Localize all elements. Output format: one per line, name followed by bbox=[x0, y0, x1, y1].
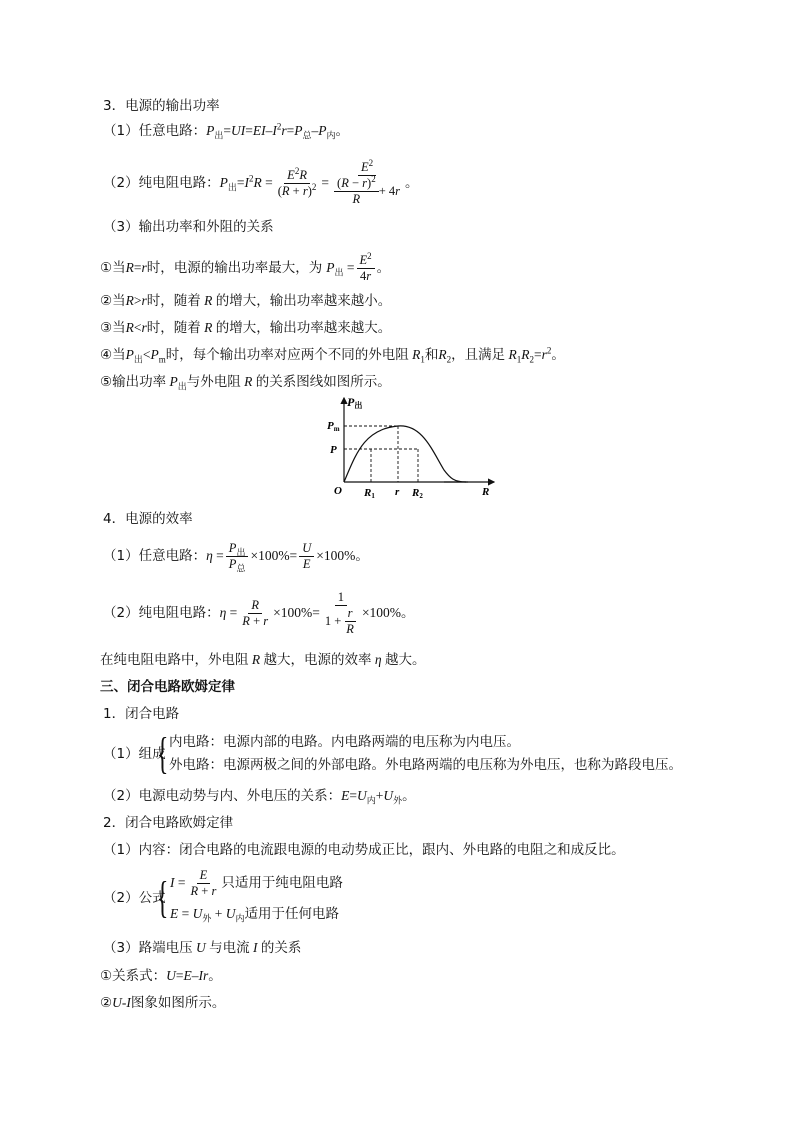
composition-label: （1）组成 bbox=[103, 746, 166, 762]
x-axis-label: R bbox=[482, 486, 490, 498]
condition-3: ③当R<r时，随着 R 的增大，输出功率越来越大。 bbox=[100, 320, 392, 336]
terminal-voltage-heading: （3）路端电压 U 与电流 I 的关系 bbox=[103, 940, 302, 956]
power-curve bbox=[344, 426, 466, 482]
section-heading-ohms-law: 三、闭合电路欧姆定律 bbox=[100, 679, 235, 695]
r-label: r bbox=[395, 486, 400, 498]
relation-expression: ①关系式：U=E–Ir。 bbox=[100, 968, 222, 984]
subheading-ohms-law: 2．闭合电路欧姆定律 bbox=[103, 815, 234, 831]
ui-graph-note: ②U-I图象如图所示。 bbox=[100, 995, 226, 1011]
subheading-closed-circuit: 1．闭合电路 bbox=[103, 706, 180, 722]
efficiency-general-line: （1）任意电路： η = $\frac{P_出}{P_总}$ ×100%= $\frac{U}{E}$ ×100% 。 bbox=[103, 540, 369, 573]
formula-label: （2）公式 bbox=[103, 890, 166, 906]
section-heading-output-power: 3．电源的输出功率 bbox=[103, 98, 220, 114]
origin-label: O bbox=[334, 485, 342, 497]
condition-4: ④当$P_出<P_m$时，每个输出功率对应两个不同的外电阻 $R_1$和$R_2$，且满足 $R_1R_2=r^2$。 bbox=[100, 345, 565, 365]
output-power-relation-heading: （3）输出功率和外阻的关系 bbox=[103, 219, 274, 235]
condition-1: ①当 R=r 时，电源的输出功率最大，为 $P_出$ = $\frac{E^2}{4r}$ 。 bbox=[100, 250, 391, 283]
section-heading-efficiency: 4．电源的效率 bbox=[103, 511, 193, 527]
output-power-vs-resistance-graph bbox=[326, 394, 498, 500]
inner-circuit-definition: 内电路：电源内部的电路。内电路两端的电压称为内电压。 bbox=[169, 734, 520, 750]
r2-label: R2 bbox=[412, 487, 423, 500]
y-axis-label: P出 bbox=[347, 395, 363, 410]
formula-brace: { bbox=[156, 873, 169, 922]
ohms-law-content: （1）内容：闭合电路的电流跟电源的电动势成正比，跟内、外电路的电阻之和成反比。 bbox=[103, 842, 625, 858]
composition-brace: { bbox=[156, 729, 169, 778]
outer-circuit-definition: 外电路：电源两极之间的外部电路。外电路两端的电压称为外电压，也称为路段电压。 bbox=[169, 757, 682, 773]
formula-2: $E = U_外 + U_内$适用于任何电路 bbox=[170, 906, 340, 924]
r1-label: R1 bbox=[364, 487, 375, 500]
emf-relation-line: （2）电源电动势与内、外电压的关系：$E=U_内+U_外$。 bbox=[103, 788, 416, 806]
output-power-pure-resistor-line: （2）纯电阻电路： $P_出=I^2R$ = $\frac{E^2R}{(R + r)^2}$ = $E^2$ $\frac{(R - r)^2}{R}$ + 4 r 。 bbox=[103, 157, 419, 206]
efficiency-pure-resistor-line: （2）纯电阻电路： η = $\frac{R}{R + r}$ ×100%= 1 1 + $\frac{r}{R}$ ×100% 。 bbox=[103, 589, 415, 636]
condition-5: ⑤输出功率 $P_出$与外电阻 R 的关系图线如图所示。 bbox=[100, 374, 391, 392]
output-power-general-line: （1）任意电路：$P_出=UI=EI-I^2r=P_总-P_内$。 bbox=[103, 121, 350, 141]
condition-2: ②当R>r时，随着 R 的增大，输出功率越来越小。 bbox=[100, 293, 392, 309]
formula-1: I = $\frac{E}{R + r}$ 只适用于纯电阻电路 bbox=[170, 867, 343, 898]
efficiency-conclusion: 在纯电阻电路中，外电阻 R 越大，电源的效率 η 越大。 bbox=[100, 652, 426, 668]
pm-label: Pm bbox=[327, 420, 340, 433]
p-label: P bbox=[330, 444, 337, 456]
